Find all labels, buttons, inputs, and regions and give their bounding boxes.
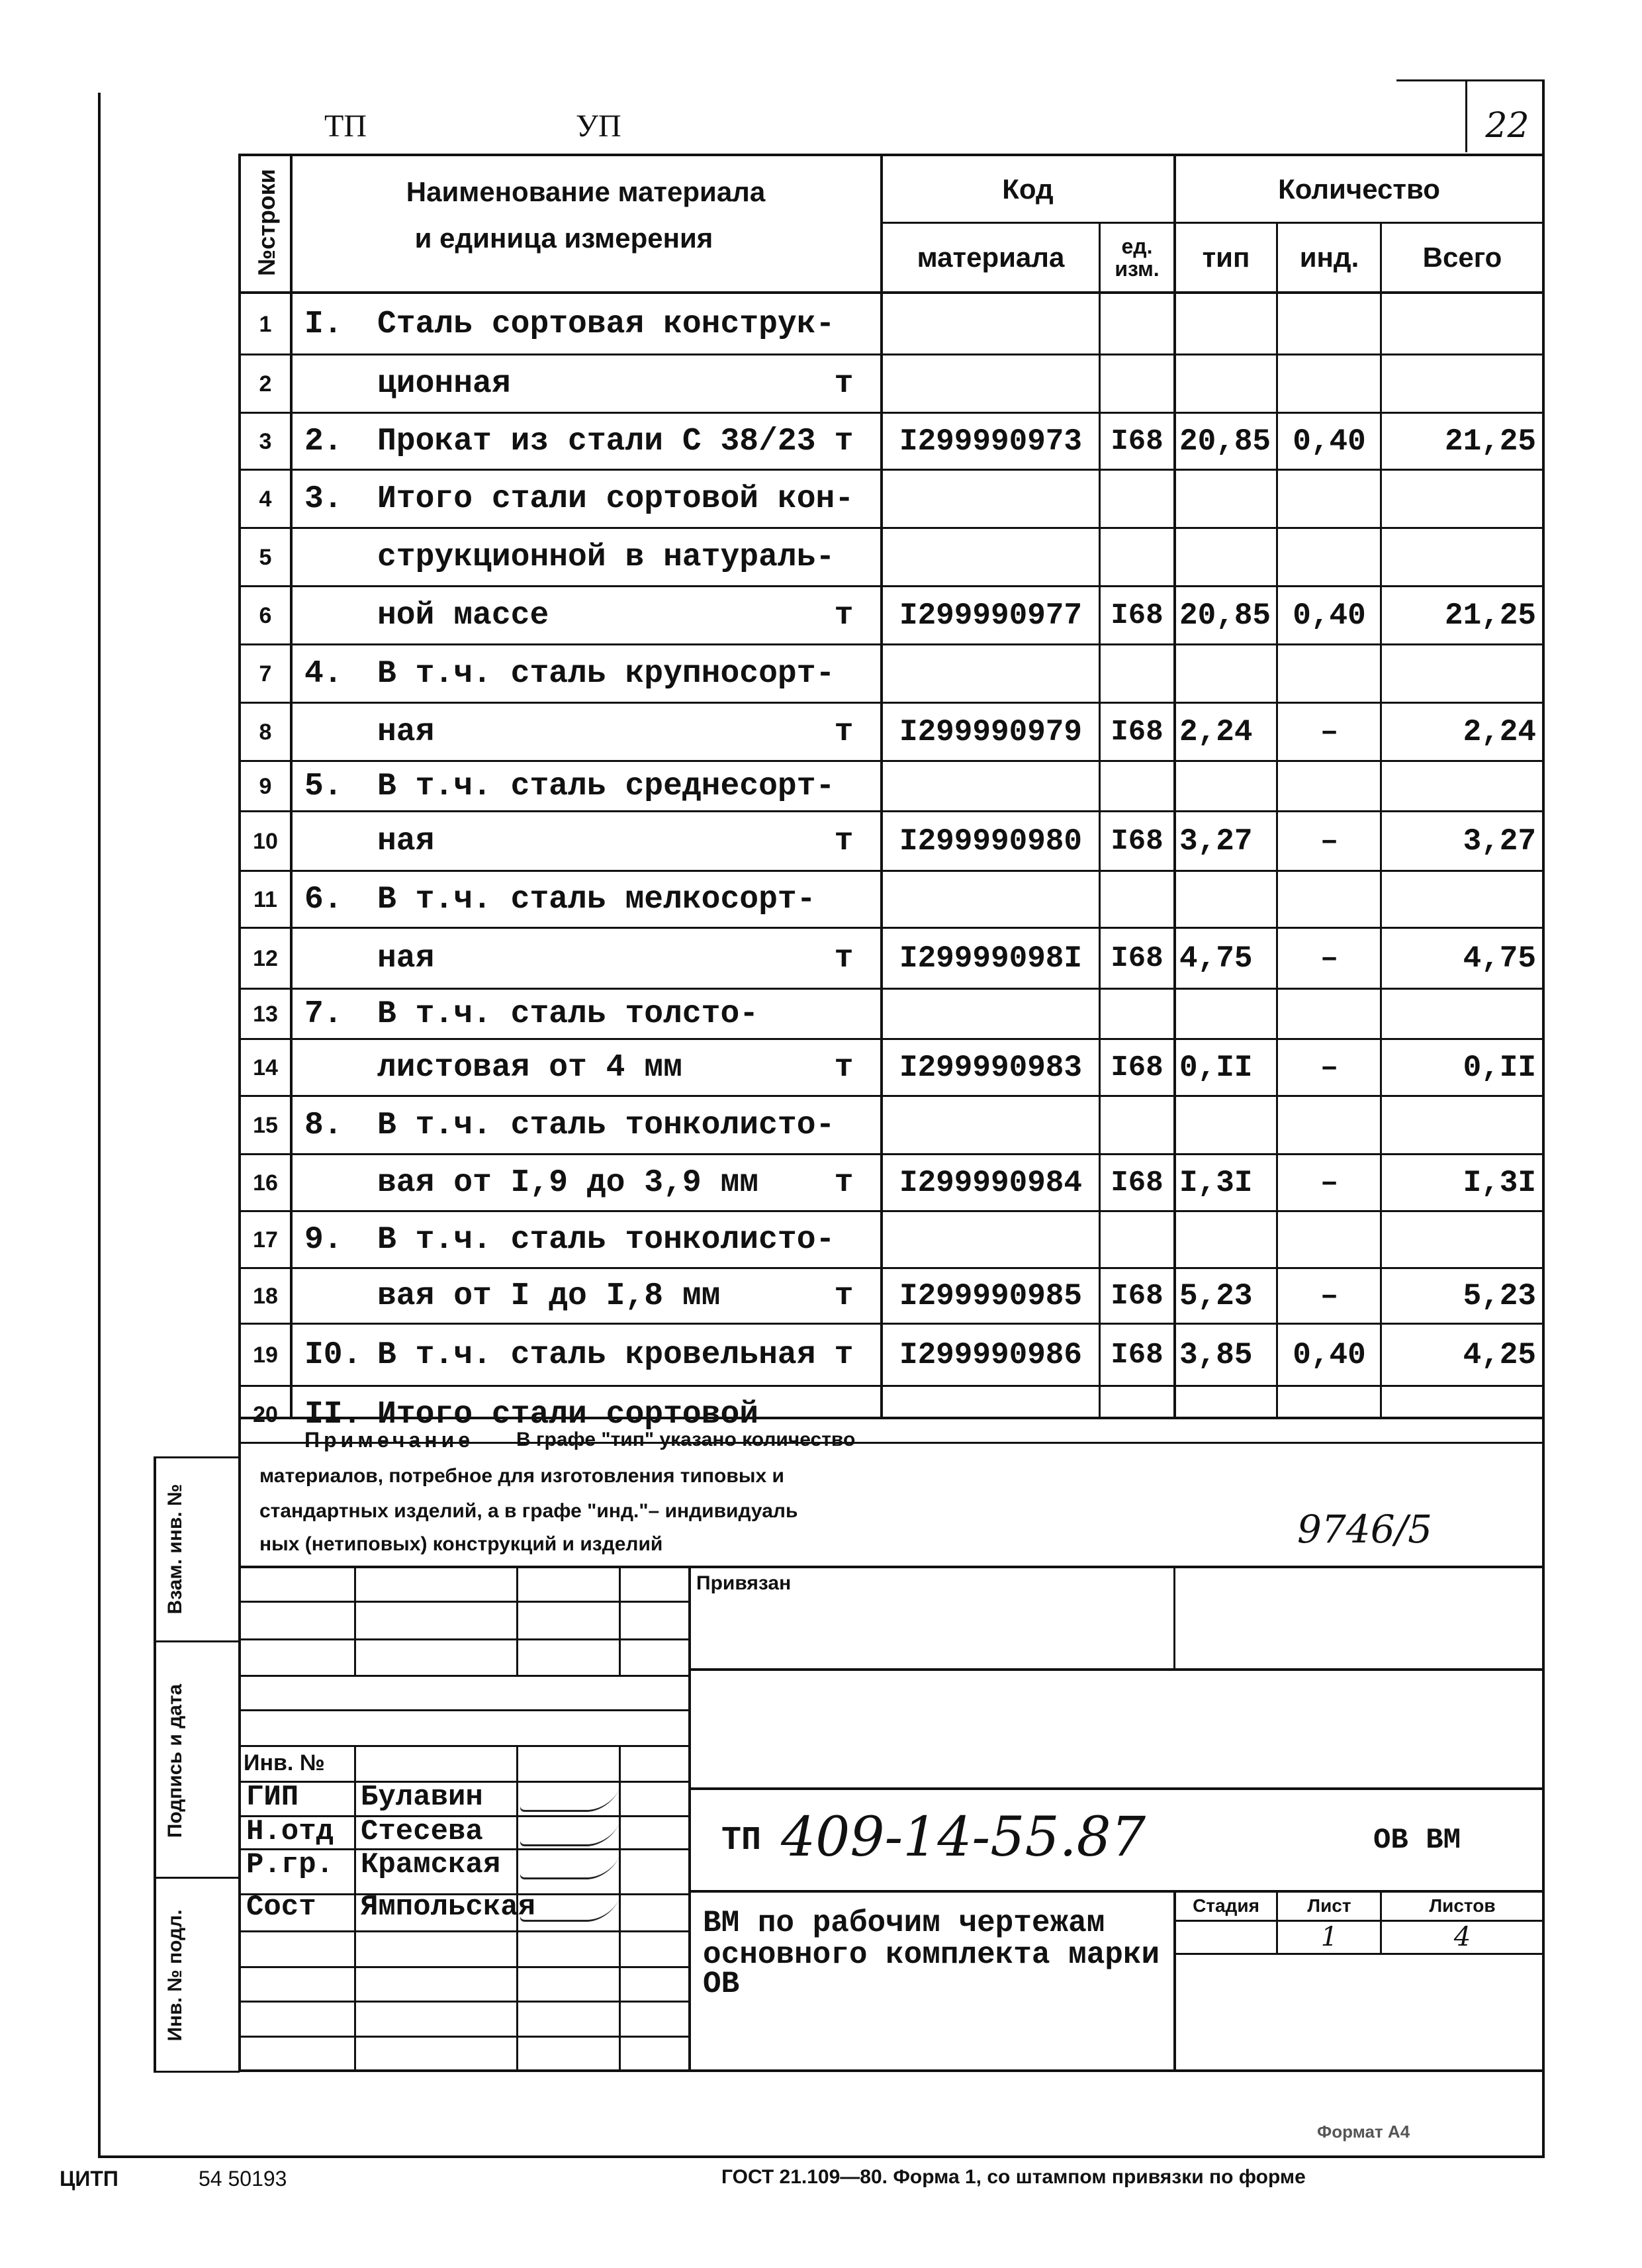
note-line-2: материалов, потребное для изготовления типовых и xyxy=(259,1465,784,1487)
qty-total xyxy=(1383,989,1536,1039)
unit-mark xyxy=(811,294,877,355)
item-number: I0. xyxy=(304,1337,362,1373)
unit-code xyxy=(1101,1211,1173,1268)
material-code xyxy=(883,1211,1099,1268)
bottom-frame-line xyxy=(98,2155,1545,2158)
qty-ind: – xyxy=(1320,1279,1339,1313)
material-name: Сталь сортовая конструк- xyxy=(377,307,835,342)
unit-mark xyxy=(811,470,877,528)
unit-mark xyxy=(811,528,877,587)
qty-total xyxy=(1383,1211,1536,1268)
doc-title-line-1: ВМ по рабочим чертежам xyxy=(703,1906,1105,1940)
qty-type xyxy=(1179,1096,1276,1155)
qty-ind: – xyxy=(1320,824,1339,859)
material-name: Прокат из стали С 38/23 xyxy=(377,424,816,459)
item-number: 5. xyxy=(304,769,343,804)
footer-gost: ГОСТ 21.109—80. Форма 1, со штампом привязки по форме xyxy=(721,2166,1306,2188)
qty-ind: 0,40 xyxy=(1293,598,1366,633)
item-number: 9. xyxy=(304,1222,343,1258)
signature-mark xyxy=(518,1822,619,1846)
qty-ind: – xyxy=(1320,1051,1339,1085)
qty-type xyxy=(1179,470,1276,528)
unit-code xyxy=(1101,1386,1173,1443)
unit-code: I68 xyxy=(1111,1166,1163,1200)
unit-mark xyxy=(811,761,877,812)
qty-total: 21,25 xyxy=(1444,598,1536,633)
signer-role: Н.отд xyxy=(246,1815,334,1848)
footer-order: 54 50193 xyxy=(199,2166,287,2191)
signer-name: Ямпольская xyxy=(361,1891,536,1924)
side-label-inv-podl: Инв. № подл. xyxy=(164,1909,186,2042)
row-number: 19 xyxy=(253,1342,278,1368)
col-header-code-material: материала xyxy=(917,242,1065,273)
material-code: I299990979 xyxy=(899,715,1083,749)
item-number xyxy=(304,528,371,587)
qty-ind: – xyxy=(1320,715,1339,749)
note-line-4: ных (нетиповых) конструкций и изделий xyxy=(259,1533,663,1555)
signer-name: Крамская xyxy=(361,1848,501,1881)
qty-type: I,3I xyxy=(1179,1166,1253,1200)
item-number xyxy=(304,1039,371,1096)
inv-no-label: Инв. № xyxy=(244,1750,325,1775)
qty-type: 3,27 xyxy=(1179,824,1253,859)
doc-title-line-2: основного комплекта марки xyxy=(703,1938,1160,1972)
qty-type: 3,85 xyxy=(1179,1338,1253,1372)
col-header-name-2: и единица измерения xyxy=(414,222,713,254)
material-code: I299990983 xyxy=(899,1051,1083,1085)
material-name: ной массе xyxy=(377,598,549,634)
material-name: струкционной в натураль- xyxy=(377,540,835,575)
sheet-value: 1 xyxy=(1320,1922,1338,1952)
row-number: 2 xyxy=(259,371,272,397)
signer-name: Булавин xyxy=(361,1781,483,1814)
col-header-qty-type: тип xyxy=(1202,242,1250,273)
material-name: ная xyxy=(377,714,435,750)
item-number: 8. xyxy=(304,1108,343,1143)
material-name: листовая от 4 мм xyxy=(377,1050,682,1086)
material-code: I299990977 xyxy=(899,598,1083,633)
material-code xyxy=(883,470,1099,528)
qty-total xyxy=(1383,294,1536,355)
unit-mark: т xyxy=(834,598,854,634)
sheet-number: 22 xyxy=(1485,106,1529,146)
unit-mark: т xyxy=(834,1278,854,1314)
item-number: I. xyxy=(304,307,343,342)
unit-code: I68 xyxy=(1111,425,1163,458)
signer-name: Стесева xyxy=(361,1815,483,1848)
row-number: 5 xyxy=(259,544,272,570)
doc-title-line-3: ОВ xyxy=(703,1967,740,2001)
qty-type xyxy=(1179,989,1276,1039)
material-name: ная xyxy=(377,941,435,976)
unit-code: I68 xyxy=(1111,1280,1163,1313)
sheet-label: Лист xyxy=(1307,1895,1351,1916)
qty-total xyxy=(1383,470,1536,528)
material-name: ционная xyxy=(377,366,511,402)
item-number: 2. xyxy=(304,424,343,459)
material-code: I299990980 xyxy=(899,824,1083,859)
qty-type xyxy=(1179,528,1276,587)
qty-type: 20,85 xyxy=(1179,598,1271,633)
qty-type xyxy=(1179,355,1276,413)
unit-mark: т xyxy=(834,366,854,402)
qty-type xyxy=(1179,645,1276,703)
col-header-qty: Количество xyxy=(1278,173,1440,205)
col-header-code: Код xyxy=(1002,173,1054,205)
unit-code xyxy=(1101,528,1173,587)
material-code xyxy=(883,989,1099,1039)
qty-type xyxy=(1179,871,1276,928)
unit-mark: т xyxy=(834,1165,854,1201)
unit-code xyxy=(1101,989,1173,1039)
item-number xyxy=(304,1268,371,1324)
material-code xyxy=(883,761,1099,812)
material-name: ная xyxy=(377,824,435,859)
sheets-label: Листов xyxy=(1429,1895,1496,1916)
row-number: 15 xyxy=(253,1112,278,1138)
unit-code: I68 xyxy=(1111,942,1163,975)
sheets-value: 4 xyxy=(1453,1922,1471,1952)
material-code xyxy=(883,528,1099,587)
qty-total: 2,24 xyxy=(1463,715,1536,749)
side-label-vzam: Взам. инв. № xyxy=(164,1484,186,1615)
qty-total xyxy=(1383,761,1536,812)
qty-total xyxy=(1383,1096,1536,1155)
unit-code xyxy=(1101,294,1173,355)
qty-total: 4,25 xyxy=(1463,1338,1536,1372)
qty-total: 4,75 xyxy=(1463,941,1536,976)
row-number: 7 xyxy=(259,661,272,686)
item-number xyxy=(304,355,371,413)
item-number xyxy=(304,812,371,871)
material-code: I299990973 xyxy=(899,424,1083,459)
note-line-1: В графе "тип" указано количество xyxy=(516,1429,856,1450)
unit-code xyxy=(1101,1096,1173,1155)
qty-total: 3,27 xyxy=(1463,824,1536,859)
signature-mark xyxy=(518,1787,619,1812)
qty-total xyxy=(1383,871,1536,928)
item-number xyxy=(304,587,371,645)
material-name: вая от I,9 до 3,9 мм xyxy=(377,1165,759,1201)
material-code: I29999098I xyxy=(899,941,1083,976)
header-tp: ТП xyxy=(324,108,367,144)
header-up: УП xyxy=(576,108,621,144)
material-name: В т.ч. сталь толсто- xyxy=(377,996,759,1032)
qty-total xyxy=(1383,355,1536,413)
qty-total: I,3I xyxy=(1463,1166,1536,1200)
item-number: 4. xyxy=(304,656,343,692)
handwritten-number: 9746/5 xyxy=(1297,1507,1433,1552)
doc-mark: ОВ ВМ xyxy=(1373,1824,1461,1857)
material-name: В т.ч. сталь крупносорт- xyxy=(377,656,835,692)
unit-code xyxy=(1101,761,1173,812)
signer-role: ГИП xyxy=(246,1781,299,1814)
material-code xyxy=(883,871,1099,928)
signer-role: Р.гр. xyxy=(246,1848,334,1881)
unit-code: I68 xyxy=(1111,1339,1163,1372)
material-name: В т.ч. сталь тонколисто- xyxy=(377,1108,835,1143)
signer-role: Сост xyxy=(246,1891,316,1924)
material-code: I299990985 xyxy=(899,1279,1083,1313)
right-frame-line xyxy=(1542,79,1545,2158)
qty-total: 21,25 xyxy=(1444,424,1536,459)
material-code: I299990986 xyxy=(899,1338,1083,1372)
sheet-box-top xyxy=(1396,79,1543,81)
row-number: 14 xyxy=(253,1055,278,1080)
unit-code xyxy=(1101,470,1173,528)
qty-ind xyxy=(1279,989,1380,1039)
material-name: Итого стали сортовой кон- xyxy=(377,481,854,517)
qty-total xyxy=(1383,528,1536,587)
unit-mark: т xyxy=(834,824,854,859)
row-number: 12 xyxy=(253,945,278,971)
unit-mark xyxy=(811,989,877,1039)
row-number: 16 xyxy=(253,1170,278,1196)
unit-mark: т xyxy=(834,1337,854,1373)
qty-ind xyxy=(1279,1386,1380,1443)
material-name: вая от I до I,8 мм xyxy=(377,1278,721,1314)
qty-total: 5,23 xyxy=(1463,1279,1536,1313)
item-number xyxy=(304,703,371,761)
material-code xyxy=(883,1096,1099,1155)
item-number: II. xyxy=(304,1397,362,1433)
doc-prefix: ТП xyxy=(721,1821,762,1860)
qty-ind xyxy=(1279,1211,1380,1268)
qty-type: 5,23 xyxy=(1179,1279,1253,1313)
row-number: 11 xyxy=(253,886,277,912)
unit-code: I68 xyxy=(1111,1051,1163,1084)
qty-total xyxy=(1383,645,1536,703)
row-number: 18 xyxy=(253,1283,278,1309)
qty-ind: 0,40 xyxy=(1293,424,1366,459)
row-number: 20 xyxy=(253,1401,278,1427)
qty-type xyxy=(1179,761,1276,812)
material-code: I299990984 xyxy=(899,1166,1083,1200)
unit-code: I68 xyxy=(1111,716,1163,749)
qty-type: 20,85 xyxy=(1179,424,1271,459)
signature-mark xyxy=(518,1897,619,1922)
row-number: 9 xyxy=(259,773,272,799)
qty-type: 4,75 xyxy=(1179,941,1253,976)
unit-mark: т xyxy=(834,941,854,976)
item-number: 7. xyxy=(304,996,343,1032)
format-label: Формат А4 xyxy=(1317,2121,1410,2142)
unit-mark xyxy=(811,1096,877,1155)
sheet-box-left xyxy=(1465,79,1467,152)
unit-mark xyxy=(811,1211,877,1268)
item-number xyxy=(304,928,371,989)
unit-mark: т xyxy=(834,424,854,459)
unit-code: I68 xyxy=(1111,825,1163,858)
qty-ind: 0,40 xyxy=(1293,1338,1366,1372)
material-name: Итого стали сортовой xyxy=(377,1397,759,1433)
col-header-row-no: №строки xyxy=(253,169,280,276)
col-header-name-1: Наименование материала xyxy=(406,176,766,207)
doc-number: 409-14-55.87 xyxy=(781,1805,1146,1869)
qty-ind xyxy=(1279,528,1380,587)
col-header-qty-total: Всего xyxy=(1422,242,1502,273)
row-number: 10 xyxy=(253,828,278,854)
qty-type: 2,24 xyxy=(1179,715,1253,749)
stage-label: Стадия xyxy=(1193,1895,1259,1916)
unit-mark: т xyxy=(834,1050,854,1086)
row-number: 1 xyxy=(259,311,272,337)
item-number: 3. xyxy=(304,481,343,517)
material-code xyxy=(883,294,1099,355)
col-header-code-unit: ед. изм. xyxy=(1115,234,1160,281)
material-name: В т.ч. сталь кровельная xyxy=(377,1337,816,1373)
stage-value xyxy=(1176,1922,1276,1952)
col-header-qty-ind: инд. xyxy=(1299,242,1359,273)
qty-ind xyxy=(1279,645,1380,703)
privyazan-label: Привязан xyxy=(696,1572,792,1594)
item-number: 6. xyxy=(304,882,343,918)
material-code xyxy=(883,645,1099,703)
qty-total xyxy=(1383,1386,1536,1443)
qty-ind: – xyxy=(1320,1166,1339,1200)
qty-type xyxy=(1179,1211,1276,1268)
qty-ind: – xyxy=(1320,941,1339,976)
qty-ind xyxy=(1279,355,1380,413)
row-number: 17 xyxy=(253,1227,278,1252)
item-number xyxy=(304,1155,371,1211)
row-number: 3 xyxy=(259,428,272,454)
unit-code xyxy=(1101,645,1173,703)
row-number: 8 xyxy=(259,719,272,745)
qty-ind xyxy=(1279,1096,1380,1155)
qty-type: 0,II xyxy=(1179,1051,1253,1085)
left-frame-line xyxy=(98,93,101,2158)
row-number: 4 xyxy=(259,486,272,512)
material-name: В т.ч. сталь мелкосорт- xyxy=(377,882,816,918)
note-line-3: стандартных изделий, а в графе "инд."– индивидуаль xyxy=(259,1500,798,1522)
unit-mark: т xyxy=(834,714,854,750)
row-number: 13 xyxy=(253,1001,278,1027)
note-label: Примечание xyxy=(304,1427,475,1452)
row-number: 6 xyxy=(259,602,272,628)
side-label-podpis: Подпись и дата xyxy=(164,1683,186,1838)
material-code xyxy=(883,1386,1099,1443)
unit-code xyxy=(1101,871,1173,928)
qty-ind xyxy=(1279,470,1380,528)
material-code xyxy=(883,355,1099,413)
unit-mark xyxy=(811,645,877,703)
material-name: В т.ч. сталь тонколисто- xyxy=(377,1222,835,1258)
qty-ind xyxy=(1279,294,1380,355)
material-name: В т.ч. сталь среднесорт- xyxy=(377,769,835,804)
footer-citp: ЦИТП xyxy=(60,2166,118,2191)
qty-type xyxy=(1179,1386,1276,1443)
qty-ind xyxy=(1279,871,1380,928)
qty-total: 0,II xyxy=(1463,1051,1536,1085)
qty-ind xyxy=(1279,761,1380,812)
unit-code xyxy=(1101,355,1173,413)
unit-code: I68 xyxy=(1111,599,1163,632)
unit-mark xyxy=(811,871,877,928)
signature-mark xyxy=(518,1855,619,1879)
qty-type xyxy=(1179,294,1276,355)
